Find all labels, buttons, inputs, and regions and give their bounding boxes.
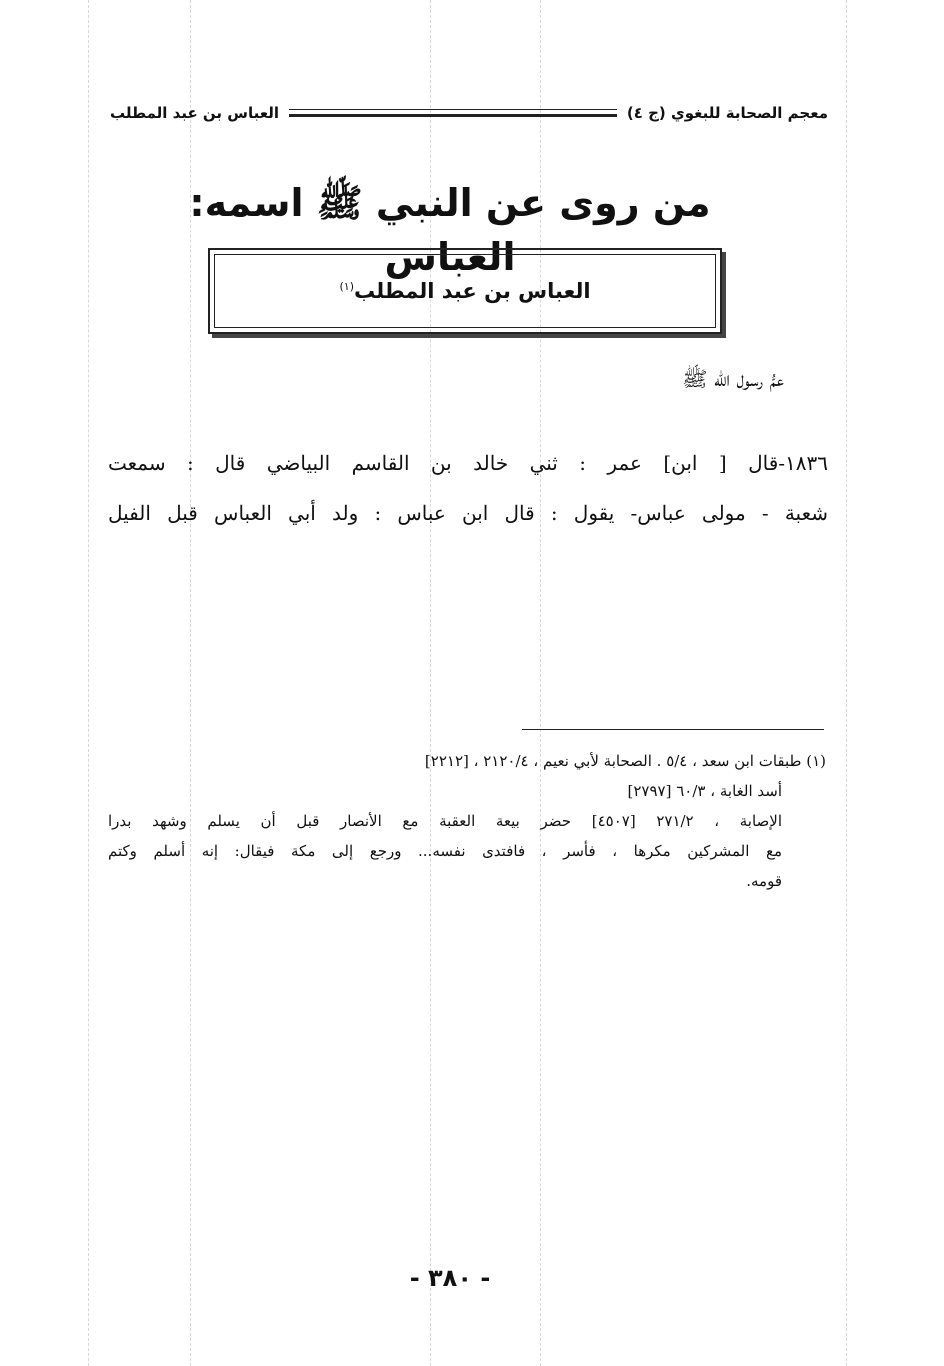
chapter-title: من روى عن النبي ﷺ اسمه: العباس (189, 181, 711, 279)
entry-name-text: العباس بن عبد المطلب (353, 279, 591, 303)
scan-guide-line (88, 0, 89, 1366)
footnote-line: قومه. (746, 872, 782, 890)
scan-guide-line (846, 0, 847, 1366)
footnote-marker: (١) (339, 280, 354, 293)
footnotes (108, 746, 826, 896)
hadith-line: شعبة - مولى عباس- يقول : قال ابن عباس : ولد أبي العباس قبل الفيل (108, 501, 828, 525)
entry-title-box (208, 248, 722, 334)
running-header (110, 100, 828, 126)
hadith-line: ١٨٣٦-قال [ ابن] عمر : ثني خالد بن القاسم البياضي قال : سمعت (108, 451, 828, 475)
footnote-line: أسد الغابة ، ٦٠/٣ [٢٧٩٧] (627, 782, 782, 800)
footnote-line: (١) طبقات ابن سعد ، ٥/٤ . الصحابة لأبي نعيم ، ٢١٢٠/٤ ، [٢٢١٢] (424, 752, 826, 770)
book-title: معجم الصحابة للبغوي (ج ٤) (626, 104, 828, 122)
footnote-line: الإصابة ، ٢٧١/٢ [٤٥٠٧] حضر بيعة العقبة مع الأنصار قبل أن يسلم وشهد بدرا (108, 812, 782, 830)
entry-name (339, 279, 590, 303)
running-title: العباس بن عبد المطلب (110, 104, 279, 122)
entry-title-frame (214, 254, 716, 328)
header-rule (289, 109, 617, 117)
footnote-separator (522, 729, 824, 730)
page-number: - ٣٨٠ - (409, 1264, 491, 1292)
hadith-text (108, 438, 828, 538)
footnote-line: مع المشركين مكرها ، فأسر ، فافتدى نفسه... ورجع إلى مكة فيقال: إنه أسلم وكتم (108, 842, 782, 860)
entry-subtitle: عمُّ رسول الله ﷺ (682, 367, 784, 391)
